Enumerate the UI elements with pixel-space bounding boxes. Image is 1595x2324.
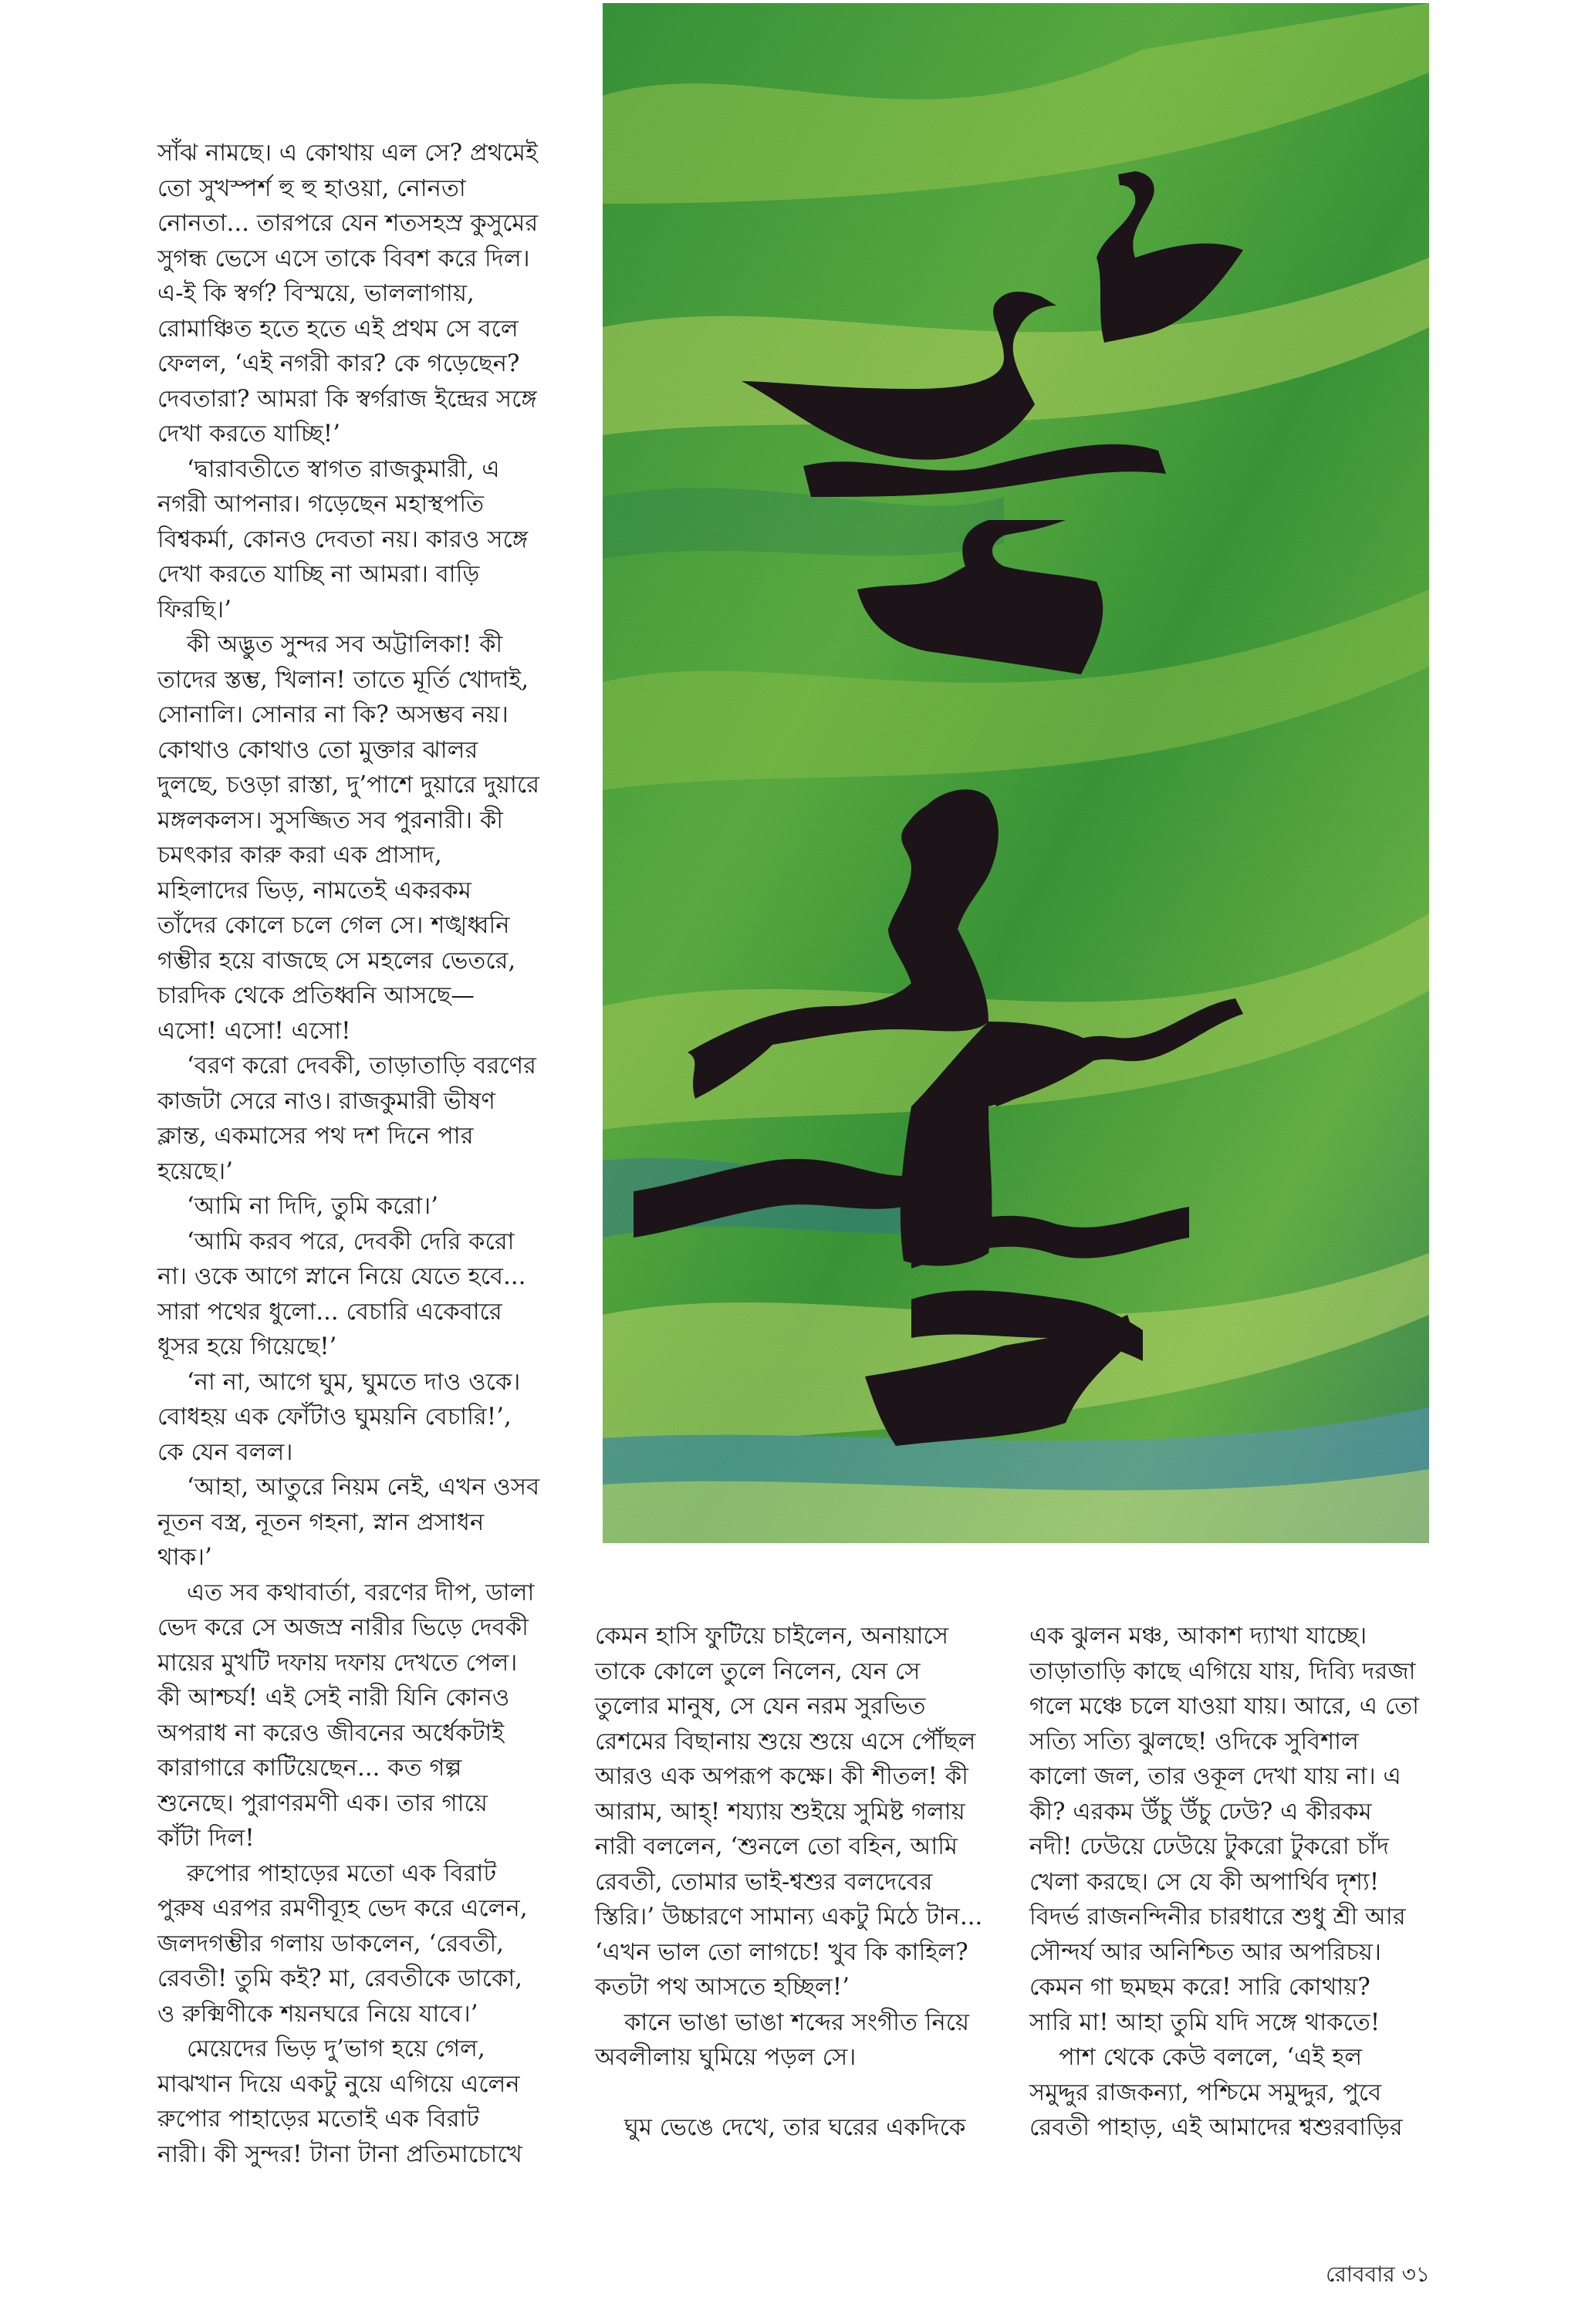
text-line: মহিলাদের ভিড়, নামতেই একরকম xyxy=(157,877,471,904)
text-line: হয়েছে।’ xyxy=(157,1157,234,1185)
text-line: জলদগম্ভীর গলায় ডাকলেন, ‘রেবতী, xyxy=(157,1930,505,1957)
text-line: সৌন্দর্য আর অনিশ্চিত আর অপরিচয়। xyxy=(1029,1938,1381,1966)
text-line: তাঁদের কোলে চলে গেল সে। শঙ্খধ্বনি xyxy=(157,912,510,939)
text-line: রোমাঞ্চিত হতে হতে এই প্রথম সে বলে xyxy=(157,315,519,343)
text-line: ‘বরণ করো দেবকী, তাড়াতাড়ি বরণের xyxy=(187,1052,537,1079)
text-line: দুলছে, চওড়া রাস্তা, দু’পাশে দুয়ারে দুয়ারে xyxy=(157,772,540,799)
text-line: রুপোর পাহাড়ের মতো এক বিরাট xyxy=(187,1860,497,1887)
text-line: পুরুষ এরপর রমণীব্যূহ ভেদ করে এলেন, xyxy=(157,1895,528,1922)
text-line: নারী। কী সুন্দর! টানা টানা প্রতিমাচোখে xyxy=(157,2140,522,2168)
text-line: তাদের স্তম্ভ, খিলান! তাতে মূর্তি খোদাই, xyxy=(157,666,529,694)
illustration-panel xyxy=(603,3,1429,1543)
text-line: রেবতী! তুমি কই? মা, রেবতীকে ডাকো, xyxy=(157,1965,523,1992)
text-line: তো সুখস্পর্শ হু হু হাওয়া, নোনতা xyxy=(157,174,466,202)
text-line: ঘুম ভেঙে দেখে, তার ঘরের একদিকে xyxy=(624,2114,966,2141)
text-line: অপরাধ না করেও জীবনের অর্ধেকটাই xyxy=(157,1719,505,1747)
page-number: ৩১ xyxy=(1401,2262,1430,2287)
text-line: ও রুক্মিণীকে শয়নঘরে নিয়ে যাবে।’ xyxy=(157,2000,478,2028)
text-line: নদী! ঢেউয়ে ঢেউয়ে টুকরো টুকরো চাঁদ xyxy=(1029,1833,1390,1860)
text-line: এত সব কথাবার্তা, বরণের দীপ, ডালা xyxy=(187,1579,535,1606)
text-line: কেমন গা ছমছম করে! সারি কোথায়? xyxy=(1029,1974,1370,2001)
text-line: দেবতারা? আমরা কি স্বর্গরাজ ইন্দ্রের সঙ্গে xyxy=(157,385,537,413)
text-line: কোথাও কোথাও তো মুক্তার ঝালর xyxy=(157,736,478,764)
text-line: মেয়েদের ভিড় দু’ভাগ হয়ে গেল, xyxy=(187,2035,485,2062)
text-line: নারী বললেন, ‘শুনলে তো বহিন, আমি xyxy=(595,1833,958,1860)
text-line: ‘আমি না দিদি, তুমি করো।’ xyxy=(187,1193,439,1220)
text-line: কী আশ্চর্য! এই সেই নারী যিনি কোনও xyxy=(157,1684,510,1711)
text-line: না। ওকে আগে স্নানে নিয়ে যেতে হবে... xyxy=(157,1263,526,1290)
text-line: কে যেন বলল। xyxy=(157,1438,293,1466)
paper-cut-illustration xyxy=(603,3,1429,1543)
text-line: সোনালি। সোনার না কি? অসম্ভব নয়। xyxy=(157,701,509,728)
page-footer xyxy=(1326,2258,1430,2294)
text-line: নগরী আপনার। গড়েছেন মহাস্থপতি xyxy=(157,491,485,518)
text-line: শুনেছে। পুরাণরমণী এক। তার গায়ে xyxy=(157,1789,488,1817)
text-line: চমৎকার কারু করা এক প্রাসাদ, xyxy=(157,842,442,869)
text-line: চারদিক থেকে প্রতিধ্বনি আসছে— xyxy=(157,982,475,1009)
text-line: বোধহয় এক ফোঁটাও ঘুময়নি বেচারি!’, xyxy=(157,1404,512,1431)
text-line: নূতন বস্ত্র, নূতন গহনা, স্নান প্রসাধন xyxy=(157,1508,485,1536)
text-line xyxy=(595,2076,996,2111)
text-line: কেমন হাসি ফুটিয়ে চাইলেন, অনায়াসে xyxy=(595,1623,949,1650)
text-column-3 xyxy=(1029,1619,1431,2146)
text-line: এক ঝুলন মঞ্চ, আকাশ দ্যাখা যাচ্ছে। xyxy=(1029,1623,1367,1650)
text-line: ‘এখন ভাল তো লাগচে! খুব কি কাহিল? xyxy=(595,1938,968,1966)
text-column-1 xyxy=(157,136,590,2172)
text-line: কী অদ্ভুত সুন্দর সব অট্টালিকা! কী xyxy=(187,631,503,658)
magazine-name: রোববার xyxy=(1326,2262,1395,2287)
text-line: রেশমের বিছানায় শুয়ে শুয়ে এসে পৌঁছল xyxy=(595,1728,976,1755)
text-line: আরাম, আহ্‌! শয্যায় শুইয়ে সুমিষ্ট গলায় xyxy=(595,1798,965,1826)
text-line: কারাগারে কাটিয়েছেন... কত গল্প xyxy=(157,1755,462,1782)
text-line: তাকে কোলে তুলে নিলেন, যেন সে xyxy=(595,1657,921,1685)
text-line: সাঁঝ নামছে। এ কোথায় এল সে? প্রথমেই xyxy=(157,140,538,167)
text-line: বিদর্ভ রাজনন্দিনীর চারধারে শুধু শ্রী আর xyxy=(1029,1903,1406,1930)
text-line: কী? এরকম উঁচু উঁচু ঢেউ? এ কীরকম xyxy=(1029,1798,1372,1826)
text-line: সারি মা! আহা তুমি যদি সঙ্গে থাকতে! xyxy=(1029,2008,1380,2036)
text-line: সারা পথের ধুলো... বেচারি একেবারে xyxy=(157,1298,502,1326)
text-line: খেলা করছে। সে যে কী অপার্থিব দৃশ্য! xyxy=(1029,1868,1380,1896)
text-line: ‘দ্বারাবতীতে স্বাগত রাজকুমারী, এ xyxy=(187,455,500,483)
text-line: পাশ থেকে কেউ বললে, ‘এই হল xyxy=(1059,2044,1363,2071)
text-line: ফেলল, ‘এই নগরী কার? কে গড়েছেন? xyxy=(157,350,520,377)
text-line: তুলোর মানুষ, সে যেন নরম সুরভিত xyxy=(595,1693,926,1720)
text-line: গলে মঞ্চে চলে যাওয়া যায়। আরে, এ তো xyxy=(1029,1693,1420,1720)
text-line: কাঁটা দিল! xyxy=(157,1825,255,1852)
text-line: ‘না না, আগে ঘুম, ঘুমতে দাও ওকে। xyxy=(187,1368,521,1396)
text-line: কানে ভাঙা ভাঙা শব্দের সংগীত নিয়ে xyxy=(624,2008,970,2036)
text-line: বিশ্বকর্মা, কোনও দেবতা নয়। কারও সঙ্গে xyxy=(157,525,529,553)
text-line: স্তিরি।’ উচ্চারণে সামান্য একটু মিঠে টান... xyxy=(595,1903,983,1930)
text-line: রেবতী, তোমার ভাই-শ্বশুর বলদেবের xyxy=(595,1868,933,1896)
text-line: মায়ের মুখটি দফায় দফায় দেখতে পেল। xyxy=(157,1649,518,1677)
text-line: ক্লান্ত, একমাসের পথ দশ দিনে পার xyxy=(157,1123,474,1150)
text-line: দেখা করতে যাচ্ছি!’ xyxy=(157,421,340,448)
text-line: মঙ্গলকলস। সুসজ্জিত সব পুরনারী। কী xyxy=(157,806,504,834)
text-line: ধূসর হয়ে গিয়েছে!’ xyxy=(157,1333,337,1360)
text-line: আরও এক অপরূপ কক্ষে। কী শীতল! কী xyxy=(595,1763,968,1790)
text-line: ফিরছি।’ xyxy=(157,596,232,623)
text-line: অবলীলায় ঘুমিয়ে পড়ল সে। xyxy=(595,2044,857,2071)
text-line: রুপোর পাহাড়ের মতোই এক বিরাট xyxy=(157,2106,480,2133)
text-line: থাক।’ xyxy=(157,1544,212,1571)
text-line: গম্ভীর হয়ে বাজছে সে মহলের ভেতরে, xyxy=(157,947,516,975)
text-line: এসো! এসো! এসো! xyxy=(157,1017,351,1045)
text-line: কাজটা সেরে নাও। রাজকুমারী ভীষণ xyxy=(157,1087,495,1115)
text-line: মাঝখান দিয়ে একটু নুয়ে এগিয়ে এলেন xyxy=(157,2070,520,2098)
text-line: তাড়াতাড়ি কাছে এগিয়ে যায়, দিব্যি দরজা xyxy=(1029,1657,1416,1685)
text-line: সমুদ্দুর রাজকন্যা, পশ্চিমে সমুদ্দুর, পুবে xyxy=(1029,2079,1382,2106)
text-line: কালো জল, তার ওকূল দেখা যায় না। এ xyxy=(1029,1763,1401,1790)
text-line: সত্যি সত্যি ঝুলছে! ওদিকে সুবিশাল xyxy=(1029,1728,1359,1755)
text-line: ‘আমি করব পরে, দেবকী দেরি করো xyxy=(187,1228,515,1255)
text-line: ভেদ করে সে অজস্র নারীর ভিড়ে দেবকী xyxy=(157,1614,529,1641)
text-line: রেবতী পাহাড়, এই আমাদের শ্বশুরবাড়ির xyxy=(1029,2114,1403,2141)
text-line: কতটা পথ আসতে হচ্ছিল!’ xyxy=(595,1974,850,2001)
text-line: সুগন্ধ ভেসে এসে তাকে বিবশ করে দিল। xyxy=(157,245,530,272)
text-line: নোনতা... তারপরে যেন শতসহস্র কুসুমের xyxy=(157,210,539,237)
text-line: এ-ই কি স্বর্গ? বিস্ময়ে, ভাললাগায়, xyxy=(157,280,475,307)
text-line: ‘আহা, আতুরে নিয়ম নেই, এখন ওসব xyxy=(187,1474,540,1501)
text-line: দেখা করতে যাচ্ছি না আমরা। বাড়ি xyxy=(157,561,480,588)
text-column-2 xyxy=(595,1619,996,2146)
